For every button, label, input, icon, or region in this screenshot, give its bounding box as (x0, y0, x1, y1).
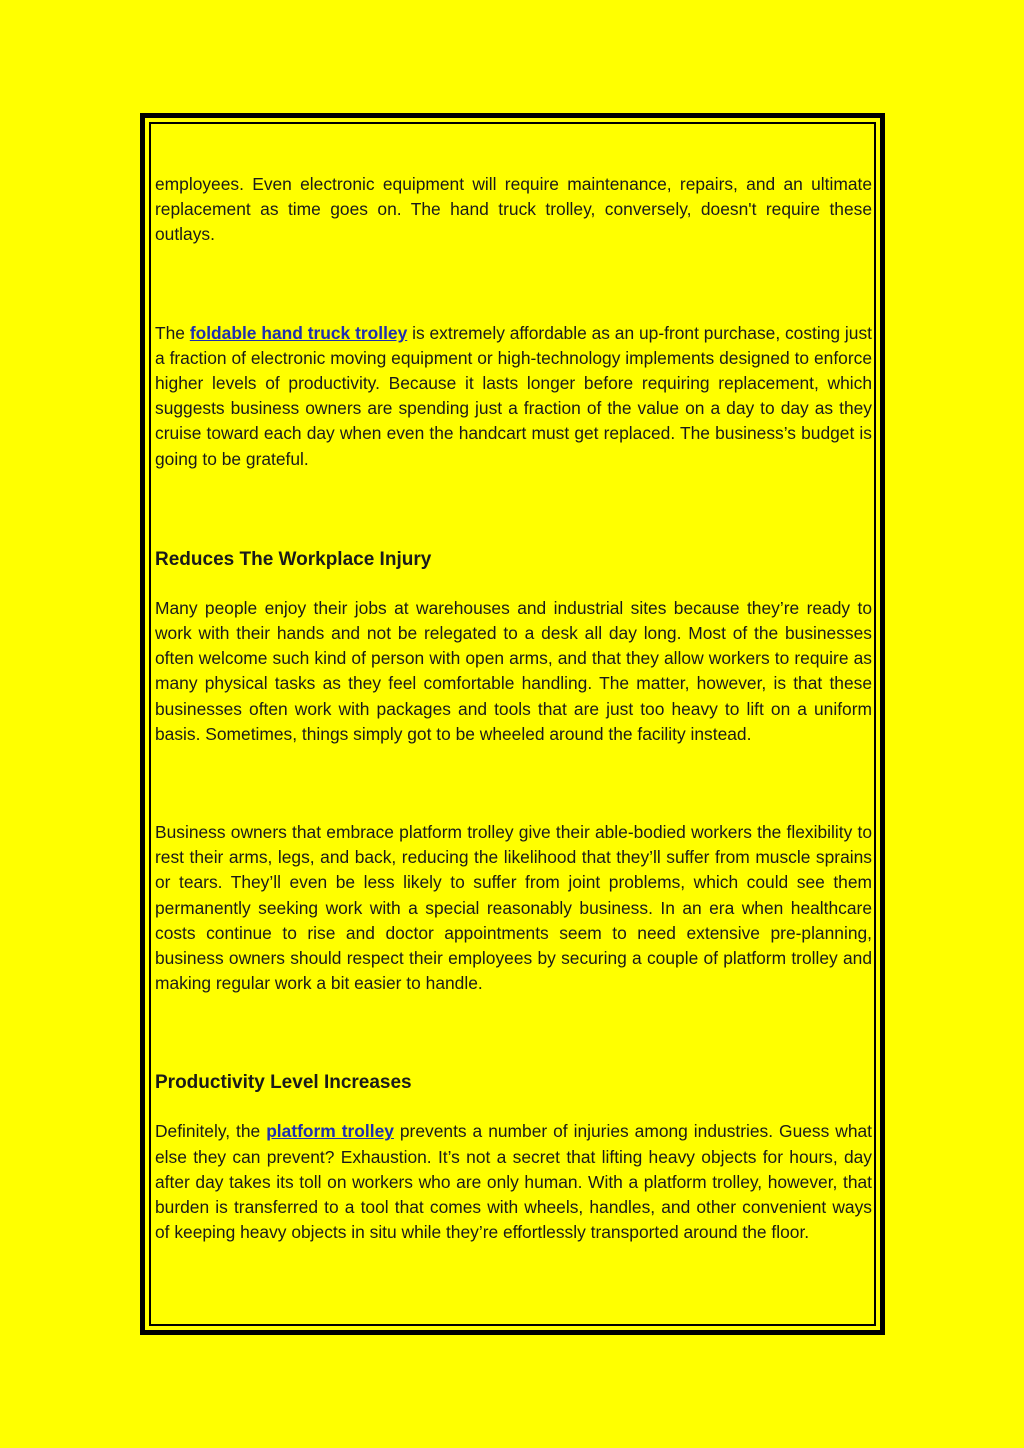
paragraph-affordability (155, 321, 872, 472)
paragraph-affordability-lead: The (155, 322, 190, 343)
platform-trolley-link[interactable]: platform trolley (266, 1121, 394, 1142)
document-body (155, 172, 872, 1245)
paragraph-warehouse-jobs: Many people enjoy their jobs at warehouses and industrial sites because they’re ready to work with their hands and not be relegated to a desk all day long. Most of the businesses often welcome such kind of person with open arms, and that they allow workers to require as many physical tasks as they feel comfortable handling. The matter, however, is that these businesses often work with packages and tools that are just too heavy to lift on a uniform basis. Sometimes, things simply got to be wheeled around the facility instead. (155, 597, 872, 744)
paragraph-platform-trolley-benefits: Business owners that embrace platform trolley give their able-bodied workers the flexibility to rest their arms, legs, and back, reducing the likelihood that they’ll suffer from muscle sprains or tears. They’ll even be less likely to suffer from joint problems, which could see them permanently seeking work with a special reasonably business. In an era when healthcare costs continue to rise and doctor appointments seem to need extensive pre-planning, business owners should respect their employees by securing a couple of platform trolley and making regular work a bit easier to handle. (155, 822, 872, 994)
paragraph-exhaustion-rest: prevents a number of injuries among industries. Guess what else they can prevent? Exhaustion. It’s not a secret that lifting heavy objects for hours, day after day takes its toll on workers who are only human. With a platform trolley, however, that burden is transferred to a tool that comes with wheels, handles, and other convenient ways of keeping heavy objects in situ while they’re effortlessly transported around the floor. (155, 1121, 873, 1243)
foldable-hand-truck-trolley-link[interactable]: foldable hand truck trolley (189, 322, 408, 343)
heading-productivity-level-increases: Productivity Level Increases (155, 1072, 412, 1094)
paragraph-maintenance: employees. Even electronic equipment will require maintenance, repairs, and an ultimate replacement as time goes on. The hand truck trolley, conversely, doesn't require these outlays. (155, 174, 872, 245)
paragraph-affordability-rest: is extremely affordable as an up-front purchase, costing just a fraction of electronic moving equipment or high-technology implements designed to enforce higher levels of productivity. Because it lasts longer before requiring replacement, which suggests business owners are spending just a fraction of the value on a day to day as they cruise toward each day when even the handcart must get replaced. The business’s budget is going to be grateful. (155, 322, 872, 469)
paragraph-exhaustion-lead: Definitely, the (155, 1121, 267, 1142)
heading-reduces-workplace-injury: Reduces The Workplace Injury (155, 548, 432, 570)
paragraph-exhaustion (155, 1119, 872, 1245)
